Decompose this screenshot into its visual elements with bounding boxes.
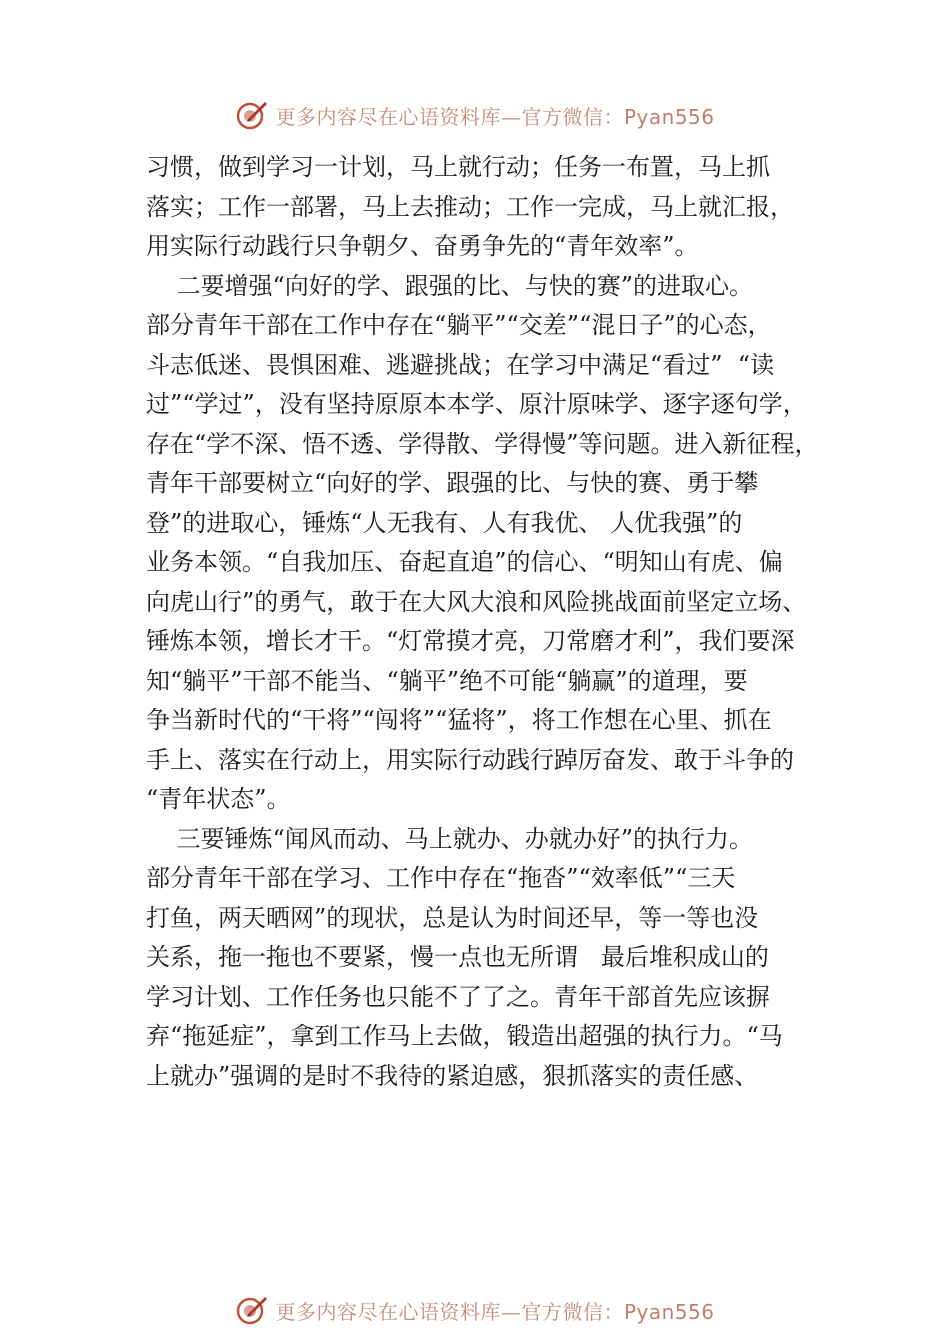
text-line: 向虎山行”的勇气，敢于在大风大浪和风险挑战面前坚定立场、 [146, 587, 807, 616]
footer-watermark [0, 1290, 950, 1330]
text-line: 知“躺平”干部不能当、“躺平”绝不可能“躺赢”的道理，要 [146, 666, 748, 695]
seal-pen-icon [235, 98, 269, 132]
text-line: 部分青年干部在学习、工作中存在“拖沓”“效率低”“三天 [146, 864, 736, 892]
text-line: 锤炼本领，增长才干。“灯常摸才亮，刀常磨才利”，我们要深 [146, 627, 795, 655]
text-line: 争当新时代的“干将”“闯将”“猛将”，将工作想在心里、抓在 [146, 706, 772, 734]
text-line: 手上、落实在行动上，用实际行动践行踔厉奋发、敢于斗争的 [146, 745, 794, 774]
watermark-text: 更多内容尽在心语资料库—官方微信：Pyan556 [275, 104, 715, 129]
text-line: 用实际行动践行只争朝夕、奋勇争先的“青年效率”。 [146, 232, 699, 260]
text-line: 学习计划、工作任务也只能不了了之。青年干部首先应该摒 [146, 982, 770, 1011]
text-line: 业务本领。“自我加压、奋起直追”的信心、“明知山有虎、偏 [146, 548, 783, 576]
text-line: 青年干部要树立“向好的学、跟强的比、与快的赛、勇于攀 [146, 469, 759, 497]
text-line: 二要增强“向好的学、跟强的比、与快的赛”的进取心。 [146, 271, 754, 300]
text-line: 落实；工作一部署，马上去推动；工作一完成，马上就汇报， [146, 192, 794, 221]
text-line: 登”的进取心，锤炼“人无我有、人有我优、 人优我强”的 [146, 508, 743, 537]
text-line: 三要锤炼“闻风而动、马上就办、办就办好”的执行力。 [146, 824, 754, 853]
text-line: 存在“学不深、悟不透、学得散、学得慢”等问题。进入新征程， [146, 429, 819, 458]
seal-pen-icon [235, 1293, 269, 1327]
document-body [146, 148, 846, 1096]
text-line: 习惯，做到学习一计划，马上就行动；任务一布置，马上抓 [146, 153, 770, 181]
text-line: “青年状态”。 [146, 785, 291, 813]
text-line: 上就办”强调的是时不我待的紧迫感，狠抓落实的责任感、 [146, 1061, 759, 1090]
watermark-text: 更多内容尽在心语资料库—官方微信：Pyan556 [275, 1299, 715, 1324]
text-line: 关系，拖一拖也不要紧，慢一点也无所谓 最后堆积成山的 [146, 943, 769, 971]
header-watermark [0, 95, 950, 135]
text-line: 弃“拖延症”，拿到工作马上去做，锻造出超强的执行力。“马 [146, 1022, 783, 1050]
text-line: 斗志低迷、畏惧困难、逃避挑战；在学习中满足“看过” “读 [146, 350, 775, 379]
text-line: 打鱼，两天晒网”的现状，总是认为时间还早，等一等也没 [146, 903, 759, 932]
text-line: 过”“学过”，没有坚持原原本本学、原汁原味学、逐字逐句学， [146, 390, 807, 418]
text-line: 部分青年干部在工作中存在“躺平”“交差”“混日子”的心态， [146, 311, 772, 339]
